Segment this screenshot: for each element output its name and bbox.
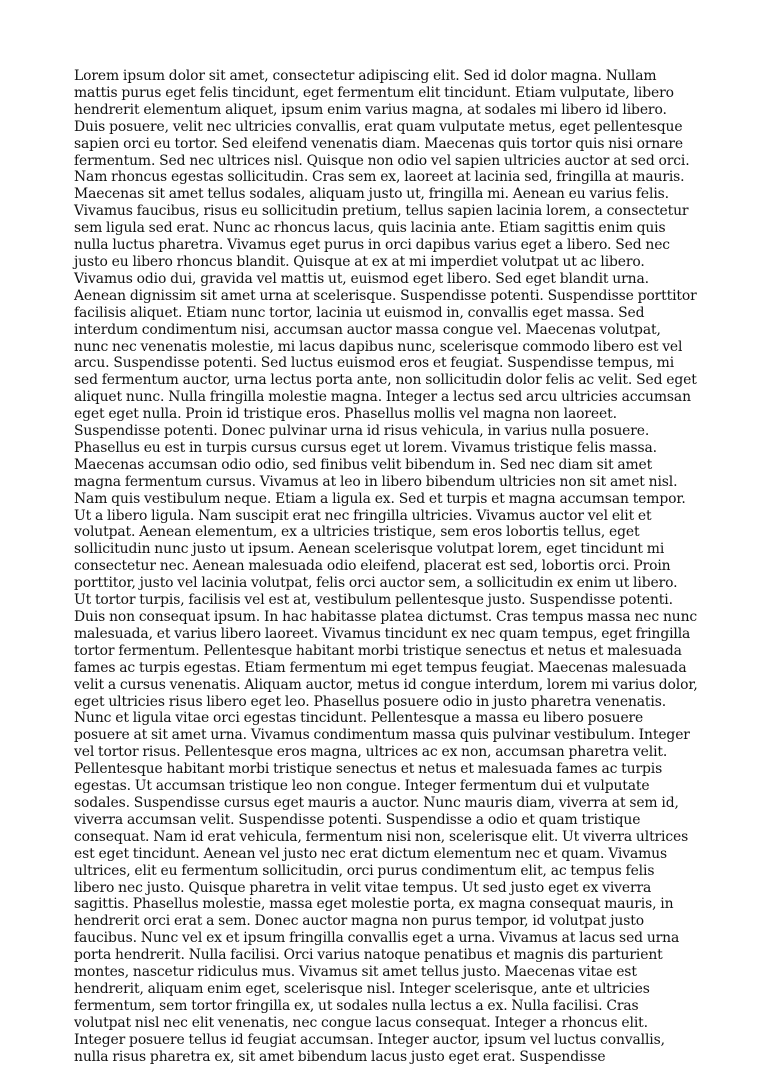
body-paragraph: Lorem ipsum dolor sit amet, consectetur adipiscing elit. Sed id dolor magna. Nullam mattis purus eget felis tincidunt, eget fermentum elit tincidunt. Etiam vulputate, libero hendrerit elementum aliquet, ipsum enim varius magna, at sodales mi libero id libero. Duis posuere, velit nec ultricies convallis, erat quam vulputate metus, eget pellentesque sapien orci eu tortor. Sed eleifend venenatis diam. Maecenas quis tortor quis nisi ornare fermentum. Sed nec ultrices nisl. Quisque non odio vel sapien ultricies auctor at sed orci. Nam rhoncus egestas sollicitudin. Cras sem ex, laoreet at lacinia sed, fringilla at mauris. Maecenas sit amet tellus sodales, aliquam justo ut, fringilla mi. Aenean eu varius felis. Vivamus faucibus, risus eu sollicitudin pretium, tellus sapien lacinia lorem, a consectetur sem ligula sed erat. Nunc ac rhoncus lacus, quis lacinia ante. Etiam sagittis enim quis nulla luctus pharetra. Vivamus eget purus in orci dapibus varius eget a libero. Sed nec justo eu libero rhoncus blandit. Quisque at ex at mi imperdiet volutpat ut ac libero. Vivamus odio dui, gravida vel mattis ut, euismod eget libero. Sed eget blandit urna. Aenean dignissim sit amet urna at scelerisque. Suspendisse potenti. Suspendisse porttitor facilisis aliquet. Etiam nunc tortor, lacinia ut euismod in, convallis eget massa. Sed interdum condimentum nisi, accumsan auctor massa congue vel. Maecenas volutpat, nunc nec venenatis molestie, mi lacus dapibus nunc, scelerisque commodo libero est vel arcu. Suspendisse potenti. Sed luctus euismod eros et feugiat. Suspendisse tempus, mi sed fermentum auctor, urna lectus porta ante, non sollicitudin dolor felis ac velit. Sed eget aliquet nunc. Nulla fringilla molestie magna. Integer a lectus sed arcu ultricies accumsan eget eget nulla. Proin id tristique eros. Phasellus mollis vel magna non laoreet. Suspendisse potenti. Donec pulvinar urna id risus vehicula, in varius nulla posuere. Phasellus eu est in turpis cursus cursus eget ut lorem. Vivamus tristique felis massa. Maecenas accumsan odio odio, sed finibus velit bibendum in. Sed nec diam sit amet magna fermentum cursus. Vivamus at leo in libero bibendum ultricies non sit amet nisl. Nam quis vestibulum neque. Etiam a ligula ex. Sed et turpis et magna accumsan tempor. Ut a libero ligula. Nam suscipit erat nec fringilla ultricies. Vivamus auctor vel elit et volutpat. Aenean elementum, ex a ultricies tristique, sem eros lobortis tellus, eget sollicitudin nunc justo ut ipsum. Aenean scelerisque volutpat lorem, eget tincidunt mi consectetur nec. Aenean malesuada odio eleifend, placerat est sed, lobortis orci. Proin porttitor, justo vel lacinia volutpat, felis orci auctor sem, a sollicitudin ex enim ut libero. Ut tortor turpis, facilisis vel est at, vestibulum pellentesque justo. Suspendisse potenti. Duis non consequat ipsum. In hac habitasse platea dictumst. Cras tempus massa nec nunc malesuada, et varius libero laoreet. Vivamus tincidunt ex nec quam tempus, eget fringilla tortor fermentum. Pellentesque habitant morbi tristique senectus et netus et malesuada fames ac turpis egestas. Etiam fermentum mi eget tempus feugiat. Maecenas malesuada velit a cursus venenatis. Aliquam auctor, metus id congue interdum, lorem mi varius dolor, eget ultricies risus libero eget leo. Phasellus posuere odio in justo pharetra venenatis. Nunc et ligula vitae orci egestas tincidunt. Pellentesque a massa eu libero posuere posuere at sit amet urna. Vivamus condimentum massa quis pulvinar vestibulum. Integer vel tortor risus. Pellentesque eros magna, ultrices ac ex non, accumsan pharetra velit. Pellentesque habitant morbi tristique senectus et netus et malesuada fames ac turpis egestas. Ut accumsan tristique leo non congue. Integer fermentum dui et vulputate sodales. Suspendisse cursus eget mauris a auctor. Nunc mauris diam, viverra at sem id, viverra accumsan velit. Suspendisse potenti. Suspendisse a odio et quam tristique consequat. Nam id erat vehicula, fermentum nisi non, scelerisque elit. Ut viverra ultrices est eget tincidunt. Aenean vel justo nec erat dictum elementum nec et quam. Vivamus ultrices, elit eu fermentum sollicitudin, orci purus condimentum elit, ac tempus felis libero nec justo. Quisque pharetra in velit vitae tempus. Ut sed justo eget ex viverra sagittis. Phasellus molestie, massa eget molestie porta, ex magna consequat mauris, in hendrerit orci erat a sem. Donec auctor magna non purus tempor, id volutpat justo faucibus. Nunc vel ex et ipsum fringilla convallis eget a urna. Vivamus at lacus sed urna porta hendrerit. Nulla facilisi. Orci varius natoque penatibus et magnis dis parturient montes, nascetur ridiculus mus. Vivamus sit amet tellus justo. Maecenas vitae est hendrerit, aliquam enim eget, scelerisque nisl. Integer scelerisque, ante et ultricies fermentum, sem tortor fringilla ex, ut sodales nulla lectus a ex. Nulla facilisi. Cras volutpat nisl nec elit venenatis, nec congue lacus consequat. Integer a rhoncus elit. Integer posuere tellus id feugiat accumsan. Integer auctor, ipsum vel luctus convallis, nulla risus pharetra ex, sit amet bibendum lacus justo eget erat. Suspendisse — [74, 68, 698, 1065]
